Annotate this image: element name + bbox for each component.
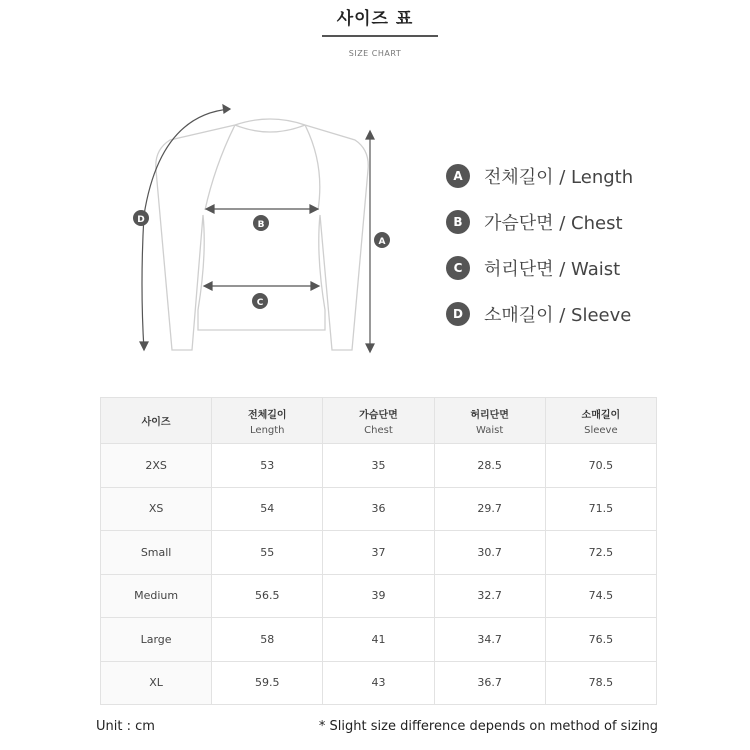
size-cell: Large (101, 618, 212, 662)
chest-cell: 37 (323, 531, 434, 575)
column-header-en: Sleeve (584, 424, 618, 436)
length-cell: 55 (212, 531, 323, 575)
badge-d-label: D (137, 215, 145, 225)
legend-text-waist: 허리단면 / Waist (484, 259, 621, 280)
column-header-ko: 소매길이 (581, 409, 621, 421)
sizing-disclaimer: * Slight size difference depends on method of sizing (318, 719, 658, 734)
badge-a-label: A (378, 237, 386, 247)
badge-c-label: C (256, 298, 264, 308)
shirt-neckline (235, 125, 305, 132)
waist-cell: 29.7 (434, 487, 545, 531)
legend-text-sleeve: 소매길이 / Sleeve (484, 305, 632, 326)
legend-item-length (446, 153, 633, 199)
length-cell: 56.5 (212, 574, 323, 618)
length-cell: 53 (212, 444, 323, 488)
legend-text-length: 전체길이 / Length (484, 167, 634, 188)
table-row (101, 487, 657, 531)
sleeve-cell: 70.5 (545, 444, 656, 488)
legend-badge-a: A (446, 164, 470, 188)
table-row (101, 661, 657, 705)
size-cell: 2XS (101, 444, 212, 488)
chest-cell: 35 (323, 444, 434, 488)
size-cell: XL (101, 661, 212, 705)
sleeve-measure-line (142, 109, 230, 350)
table-row (101, 444, 657, 488)
sleeve-cell: 71.5 (545, 487, 656, 531)
length-arrow-top (366, 131, 374, 139)
chest-cell: 41 (323, 618, 434, 662)
raglan-seam-left (205, 125, 235, 210)
shirt-outline (156, 119, 368, 350)
chest-arrow-right (310, 205, 318, 213)
legend-badge-c: C (446, 256, 470, 280)
unit-note: Unit : cm (96, 719, 155, 734)
size-cell: XS (101, 487, 212, 531)
table-row (101, 574, 657, 618)
table-row (101, 618, 657, 662)
legend-text-chest: 가슴단면 / Chest (484, 213, 623, 234)
length-cell: 58 (212, 618, 323, 662)
waist-cell: 28.5 (434, 444, 545, 488)
chest-arrow-left (206, 205, 214, 213)
length-cell: 59.5 (212, 661, 323, 705)
sleeve-arrow-bottom (140, 342, 148, 350)
page-subtitle: SIZE CHART (348, 49, 402, 58)
column-header-en: Length (250, 424, 285, 436)
legend-item-sleeve (446, 291, 633, 337)
column-header-ko: 허리단면 (470, 409, 509, 421)
legend-badge-b: B (446, 210, 470, 234)
sleeve-arrow-top (223, 105, 230, 113)
waist-cell: 34.7 (434, 618, 545, 662)
column-header-en: Waist (476, 424, 504, 436)
column-header-size (101, 398, 212, 444)
sleeve-cell: 78.5 (545, 661, 656, 705)
sleeve-cell: 72.5 (545, 531, 656, 575)
garment-diagram (120, 95, 410, 365)
waist-cell: 30.7 (434, 531, 545, 575)
table-row (101, 531, 657, 575)
waist-cell: 36.7 (434, 661, 545, 705)
column-header-length (212, 398, 323, 444)
raglan-seam-right (305, 125, 320, 210)
column-header-ko: 가슴단면 (359, 409, 398, 421)
legend-item-waist (446, 245, 633, 291)
badge-b-label: B (257, 220, 265, 230)
legend-badge-d: D (446, 302, 470, 326)
table-header-row (101, 398, 657, 444)
chest-cell: 43 (323, 661, 434, 705)
size-cell: Small (101, 531, 212, 575)
measurement-legend (446, 153, 633, 337)
title-divider (322, 35, 438, 37)
column-header-en: Chest (364, 424, 393, 436)
column-header-ko: 전체길이 (247, 409, 287, 421)
waist-cell: 32.7 (434, 574, 545, 618)
size-cell: Medium (101, 574, 212, 618)
column-header-chest (323, 398, 434, 444)
sleeve-cell: 74.5 (545, 574, 656, 618)
length-cell: 54 (212, 487, 323, 531)
column-header-size-label: 사이즈 (141, 417, 171, 428)
legend-item-chest (446, 199, 633, 245)
page-title: 사이즈 표 (336, 9, 414, 29)
waist-arrow-left (204, 282, 212, 290)
column-header-waist (434, 398, 545, 444)
sleeve-cell: 76.5 (545, 618, 656, 662)
size-table (100, 397, 657, 705)
column-header-sleeve (545, 398, 656, 444)
chest-cell: 36 (323, 487, 434, 531)
length-arrow-bottom (366, 344, 374, 352)
chest-cell: 39 (323, 574, 434, 618)
waist-arrow-right (311, 282, 319, 290)
